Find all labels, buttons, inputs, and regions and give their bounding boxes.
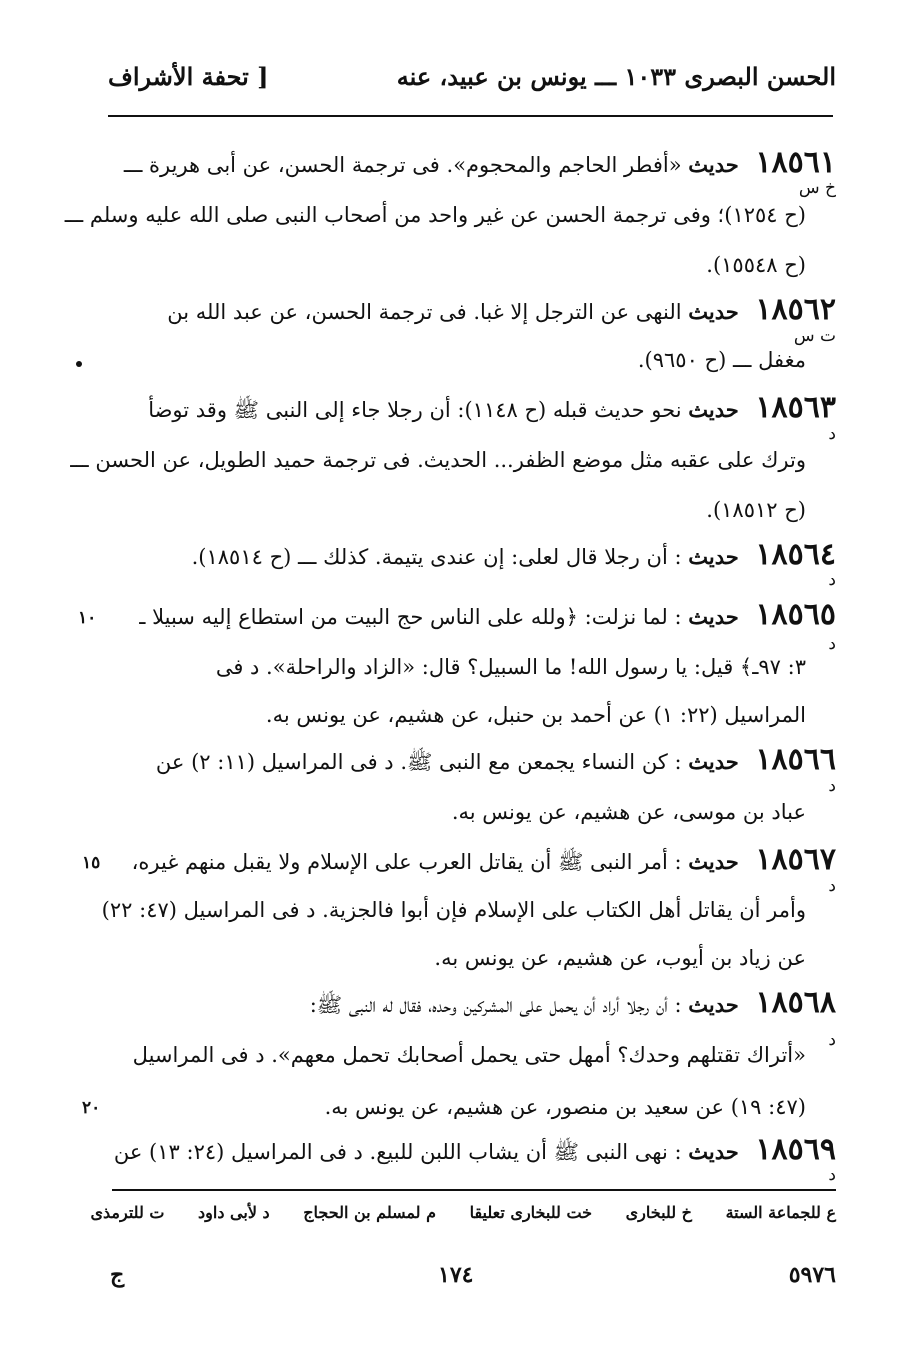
legend-item: م لمسلم بن الحجاج (303, 1203, 436, 1222)
entry-keyword: حديث (688, 749, 739, 774)
entry-18562 (167, 292, 836, 327)
entry-keyword: حديث (688, 299, 739, 324)
entry-siglum: ت س (793, 326, 836, 346)
entry-18564 (191, 537, 836, 572)
entry-keyword: حديث (688, 992, 739, 1017)
entry-18561 (123, 145, 836, 180)
entry-text: (ح ١٥٥٤٨). (706, 253, 806, 277)
entry-18568 (309, 985, 836, 1020)
entry-number: ١٨٥٦٧ (755, 842, 836, 877)
entry-text: : أن رجلا قال لعلى: إن عندى يتيمة. كذلك ـــ (ح ١٨٥١٤). (191, 545, 682, 569)
entry-number: ١٨٥٦٤ (755, 537, 836, 572)
entry-text: ٣: ٩٧ـ﴾ قيل: يا رسول الله! ما السبيل؟ قال: «الزاد والراحلة». د فى (215, 655, 806, 679)
entry-18565 (139, 597, 836, 632)
margin-line-number: ٢٠ (82, 1098, 101, 1118)
entry-keyword: حديث (688, 1139, 739, 1164)
entry-text: : أن رجلا أراد أن يحمل على المشركين وحده، فقال له النبى ﷺ: (309, 993, 682, 1017)
margin-line-number: ١٠ (78, 608, 97, 628)
entry-18569 (113, 1132, 836, 1167)
entry-keyword: حديث (688, 544, 739, 569)
signature-mark: ج (110, 1262, 125, 1288)
entry-text: وأمر أن يقاتل أهل الكتاب على الإسلام فإن أبوا فالجزية. د فى المراسيل (٤٧: ٢٢) (101, 898, 806, 922)
entry-number: ١٨٥٦٣ (755, 390, 836, 425)
entry-text: عباد بن موسى، عن هشيم، عن يونس به. (451, 800, 806, 824)
entry-number: ١٨٥٦٢ (755, 292, 836, 327)
header-rule (108, 115, 833, 117)
entry-text: : لما نزلت: ﴿ولله على الناس حج البيت من استطاع إليه سبيلا ـ (139, 605, 682, 629)
entry-text: : كن النساء يجمعن مع النبى ﷺ. د فى المراسيل (١١: ٢) عن (155, 750, 682, 774)
entry-18566 (155, 742, 836, 777)
entry-siglum: د (828, 876, 836, 896)
entry-text: مغفل ـــ (ح ٩٦٥٠). (637, 348, 806, 372)
entry-siglum: د (828, 1030, 836, 1050)
entry-text: النهى عن الترجل إلا غبا. فى ترجمة الحسن، عن عبد الله بن (167, 300, 682, 324)
entry-18567 (131, 842, 836, 877)
entry-number: ١٨٥٦١ (755, 145, 836, 180)
entry-text: (ح ١٨٥١٢). (706, 498, 806, 522)
entry-siglum: د (828, 424, 836, 444)
entry-keyword: حديث (688, 604, 739, 629)
entry-text: نحو حديث قبله (ح ١١٤٨): أن رجلا جاء إلى النبى ﷺ وقد توضأ (148, 398, 682, 422)
entry-text: عن زياد بن أيوب، عن هشيم، عن يونس به. (434, 946, 806, 970)
entry-siglum: د (828, 634, 836, 654)
legend-item: د لأبى داود (198, 1203, 270, 1222)
legend-item: ت للترمذى (90, 1203, 165, 1222)
entry-text: المراسيل (٢٢: ١) عن أحمد بن حنبل، عن هشيم، عن يونس به. (265, 703, 806, 727)
entry-text: «أتراك تقتلهم وحدك؟ أمهل حتى يحمل أصحابك تحمل معهم». د فى المراسيل (132, 1043, 806, 1067)
entry-number: ١٨٥٦٦ (755, 742, 836, 777)
margin-dot (76, 361, 82, 367)
entry-siglum: د (828, 1165, 836, 1185)
folio-number: ٥٩٧٦ (788, 1262, 836, 1288)
entry-keyword: حديث (688, 152, 739, 177)
running-header-book: [ تحفة الأشراف (108, 62, 269, 91)
running-header-title: الحسن البصرى ١٠٣٣ ـــ يونس بن عبيد، عنه (396, 62, 836, 91)
entry-text: : أمر النبى ﷺ أن يقاتل العرب على الإسلام ولا يقبل منهم غيره، (131, 850, 682, 874)
entry-siglum: د (828, 776, 836, 796)
entry-text: : نهى النبى ﷺ أن يشاب اللبن للبيع. د فى المراسيل (٢٤: ١٣) عن (113, 1140, 682, 1164)
entry-number: ١٨٥٦٨ (755, 985, 836, 1020)
entry-siglum: د (828, 570, 836, 590)
entry-siglum: خ س (798, 178, 836, 198)
entry-text: (٤٧: ١٩) عن سعيد بن منصور، عن هشيم، عن يونس به. (324, 1095, 806, 1119)
sigla-legend (63, 1203, 837, 1222)
legend-item: خت للبخارى تعليقا (469, 1203, 593, 1222)
entry-text: (ح ١٢٥٤)؛ وفى ترجمة الحسن عن غير واحد من أصحاب النبى صلى الله عليه وسلم ـــ (64, 203, 806, 227)
entry-number: ١٨٥٦٥ (755, 597, 836, 632)
page-number: ١٧٤ (438, 1262, 474, 1288)
entry-text: وترك على عقبه مثل موضع الظفر... الحديث. فى ترجمة حميد الطويل، عن الحسن ـــ (70, 448, 806, 472)
entry-keyword: حديث (688, 397, 739, 422)
footer-rule (112, 1189, 836, 1191)
legend-item: خ للبخارى (625, 1203, 692, 1222)
margin-line-number: ١٥ (82, 853, 101, 873)
entry-18563 (148, 390, 836, 425)
entry-number: ١٨٥٦٩ (755, 1132, 836, 1167)
entry-keyword: حديث (688, 849, 739, 874)
entry-text: «أفطر الحاجم والمحجوم». فى ترجمة الحسن، عن أبى هريرة ـــ (123, 153, 682, 177)
legend-item: ع للجماعة الستة (725, 1203, 836, 1222)
